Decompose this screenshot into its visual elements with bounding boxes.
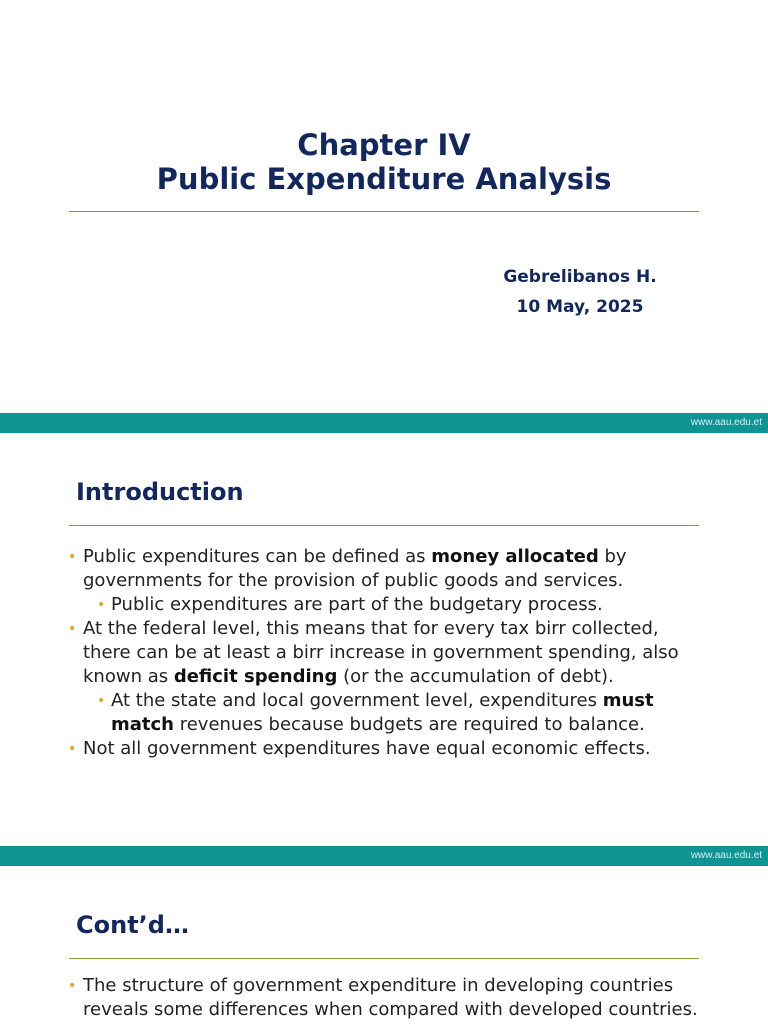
continued-slide <box>0 866 768 1024</box>
footer-url: www.aau.edu.et <box>690 850 762 861</box>
bullet-dot-icon: • <box>68 978 77 994</box>
title-line-1: Chapter IV <box>297 128 471 162</box>
bullet-list <box>68 545 708 761</box>
title-divider <box>69 211 699 212</box>
bullet-dot-icon: • <box>68 549 77 565</box>
bullet-list <box>68 974 708 1022</box>
presentation-date: 10 May, 2025 <box>516 297 644 317</box>
heading-divider <box>69 525 699 526</box>
bullet-dot-icon: • <box>68 741 77 757</box>
heading-divider <box>69 958 699 959</box>
emphasis-text: must match <box>111 690 654 735</box>
sub-bullet-item: • Public expenditures are part of the budgetary process. <box>97 594 603 615</box>
slide-heading: Cont’d… <box>76 911 189 939</box>
slide-footer-bar <box>0 846 768 866</box>
author-name: Gebrelibanos H. <box>503 267 657 287</box>
author-block <box>480 262 680 322</box>
bullet-dot-icon: • <box>97 597 106 613</box>
sub-bullet-item: • At the state and local government level, expenditures must match revenues because budgets are required to balance. <box>97 690 654 735</box>
title-line-2: Public Expenditure Analysis <box>156 162 612 196</box>
title-slide <box>0 0 768 413</box>
bullet-item: • Not all government expenditures have equal economic effects. <box>68 738 651 759</box>
emphasis-text: money allocated <box>431 546 599 567</box>
bullet-dot-icon: • <box>68 621 77 637</box>
slide-footer-bar <box>0 413 768 433</box>
slide-heading: Introduction <box>76 478 244 506</box>
bullet-item: • The structure of government expenditure in developing countries reveals some differences when compared with developed countries. <box>68 975 698 1020</box>
footer-url: www.aau.edu.et <box>690 417 762 428</box>
slide-title <box>0 128 768 196</box>
bullet-item: • Public expenditures can be defined as money allocated by governments for the provision of public goods and services. <box>68 546 627 591</box>
bullet-dot-icon: • <box>97 693 106 709</box>
emphasis-text: deficit spending <box>173 666 338 687</box>
bullet-item: • At the federal level, this means that for every tax birr collected, there can be at least a birr increase in government spending, also known as deficit spending (or the accumulation of debt). <box>68 618 679 687</box>
introduction-slide <box>0 433 768 846</box>
